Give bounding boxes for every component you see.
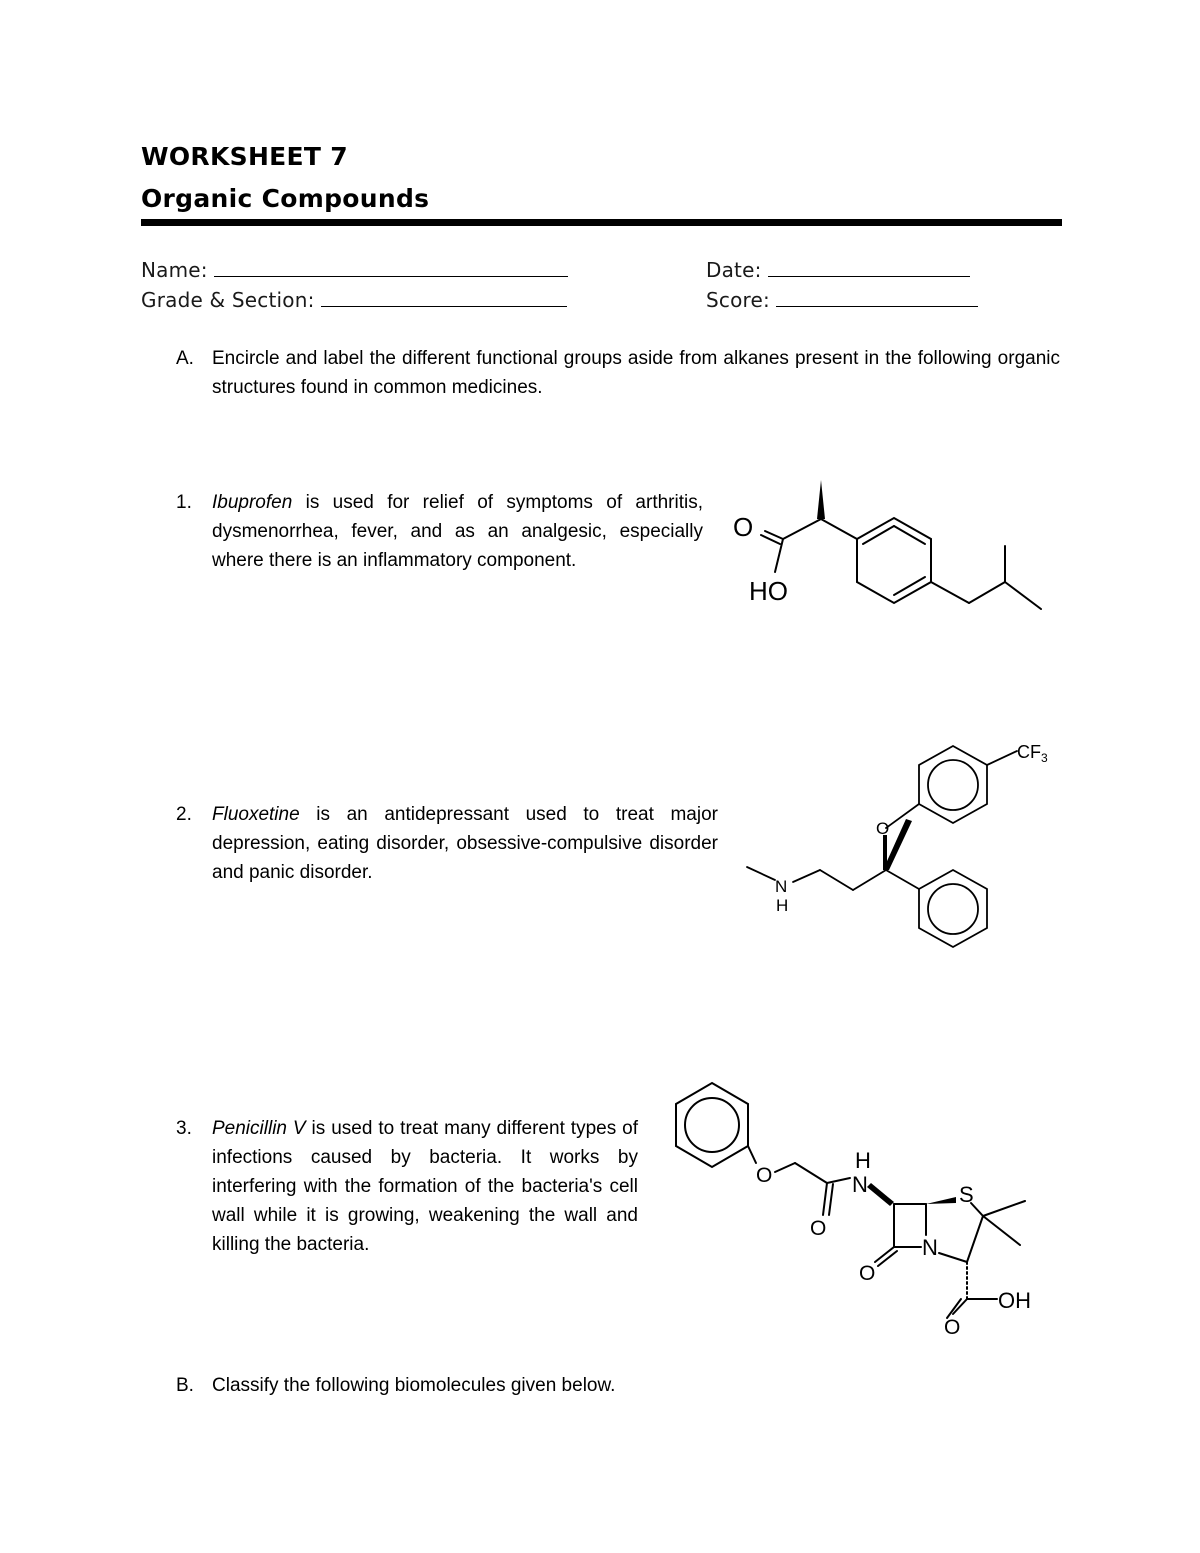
score-field <box>706 287 978 312</box>
penicillin-atom-h: H <box>855 1148 871 1173</box>
grade-section-blank[interactable] <box>321 287 567 307</box>
item-2-drug-name: Fluoxetine <box>212 804 300 825</box>
item-1-number: 1. <box>176 492 192 513</box>
item-2-number: 2. <box>176 804 192 825</box>
part-a-instruction: Encircle and label the different functional groups aside from alkanes present in the following organic structures found in common medicines. <box>212 348 1060 398</box>
penicillin-v-structure <box>665 1075 1065 1345</box>
item-2-description <box>212 800 718 887</box>
item-2-text: is an antidepressant used to treat major depression, eating disorder, obsessive-compulsive disorder and panic disorder. <box>212 804 718 883</box>
part-b-marker: B. <box>176 1375 194 1396</box>
worksheet-subtitle: Organic Compounds <box>141 184 430 213</box>
penicillin-atom-n-ring: N <box>922 1235 938 1260</box>
date-field <box>706 257 970 282</box>
score-label: Score: <box>706 288 770 312</box>
penicillin-atom-o-lactam: O <box>859 1262 876 1285</box>
item-1-text: is used for relief of symptoms of arthritis, dysmenorrhea, fever, and as an analgesic, especially where there is an inflammatory component. <box>212 492 703 571</box>
penicillin-atom-n-amide: N <box>852 1172 868 1197</box>
penicillin-atom-o-ether: O <box>756 1164 773 1187</box>
part-a-marker: A. <box>176 348 194 369</box>
item-3-text: is used to treat many different types of infections caused by bacteria. It works by interfering with the formation of the bacteria's cell wall while it is growing, weakening the wall and killing the bacteria. <box>212 1118 639 1255</box>
fluoxetine-subscript-3: 3 <box>1041 751 1048 765</box>
name-blank[interactable] <box>214 257 568 277</box>
penicillin-atom-o-carbonyl: O <box>810 1217 827 1240</box>
name-field <box>141 257 568 282</box>
fluoxetine-structure <box>735 735 1055 955</box>
item-3-number: 3. <box>176 1118 192 1139</box>
header-divider <box>141 219 1062 226</box>
penicillin-atom-oh: OH <box>998 1288 1031 1313</box>
name-label: Name: <box>141 258 208 282</box>
item-3-drug-name: Penicillin V <box>212 1118 306 1139</box>
grade-section-field <box>141 287 567 312</box>
date-blank[interactable] <box>768 257 970 277</box>
ibuprofen-structure <box>725 470 1055 620</box>
penicillin-atom-s: S <box>959 1182 974 1207</box>
date-label: Date: <box>706 258 762 282</box>
fluoxetine-atom-o: O <box>876 819 890 838</box>
fluoxetine-atom-h: H <box>776 896 789 915</box>
item-1-drug-name: Ibuprofen <box>212 492 293 513</box>
item-1-description <box>212 488 703 575</box>
item-3-description <box>212 1114 638 1259</box>
fluoxetine-atom-n: N <box>775 877 788 896</box>
fluoxetine-atom-cf: CF <box>1017 742 1041 762</box>
penicillin-atom-o-acid: O <box>944 1316 961 1339</box>
grade-section-label: Grade & Section: <box>141 288 315 312</box>
score-blank[interactable] <box>776 287 978 307</box>
ibuprofen-atom-ho: HO <box>749 576 788 606</box>
worksheet-title: WORKSHEET 7 <box>141 142 348 171</box>
part-b-instruction: Classify the following biomolecules given below. <box>212 1375 616 1396</box>
ibuprofen-atom-o: O <box>733 512 754 542</box>
